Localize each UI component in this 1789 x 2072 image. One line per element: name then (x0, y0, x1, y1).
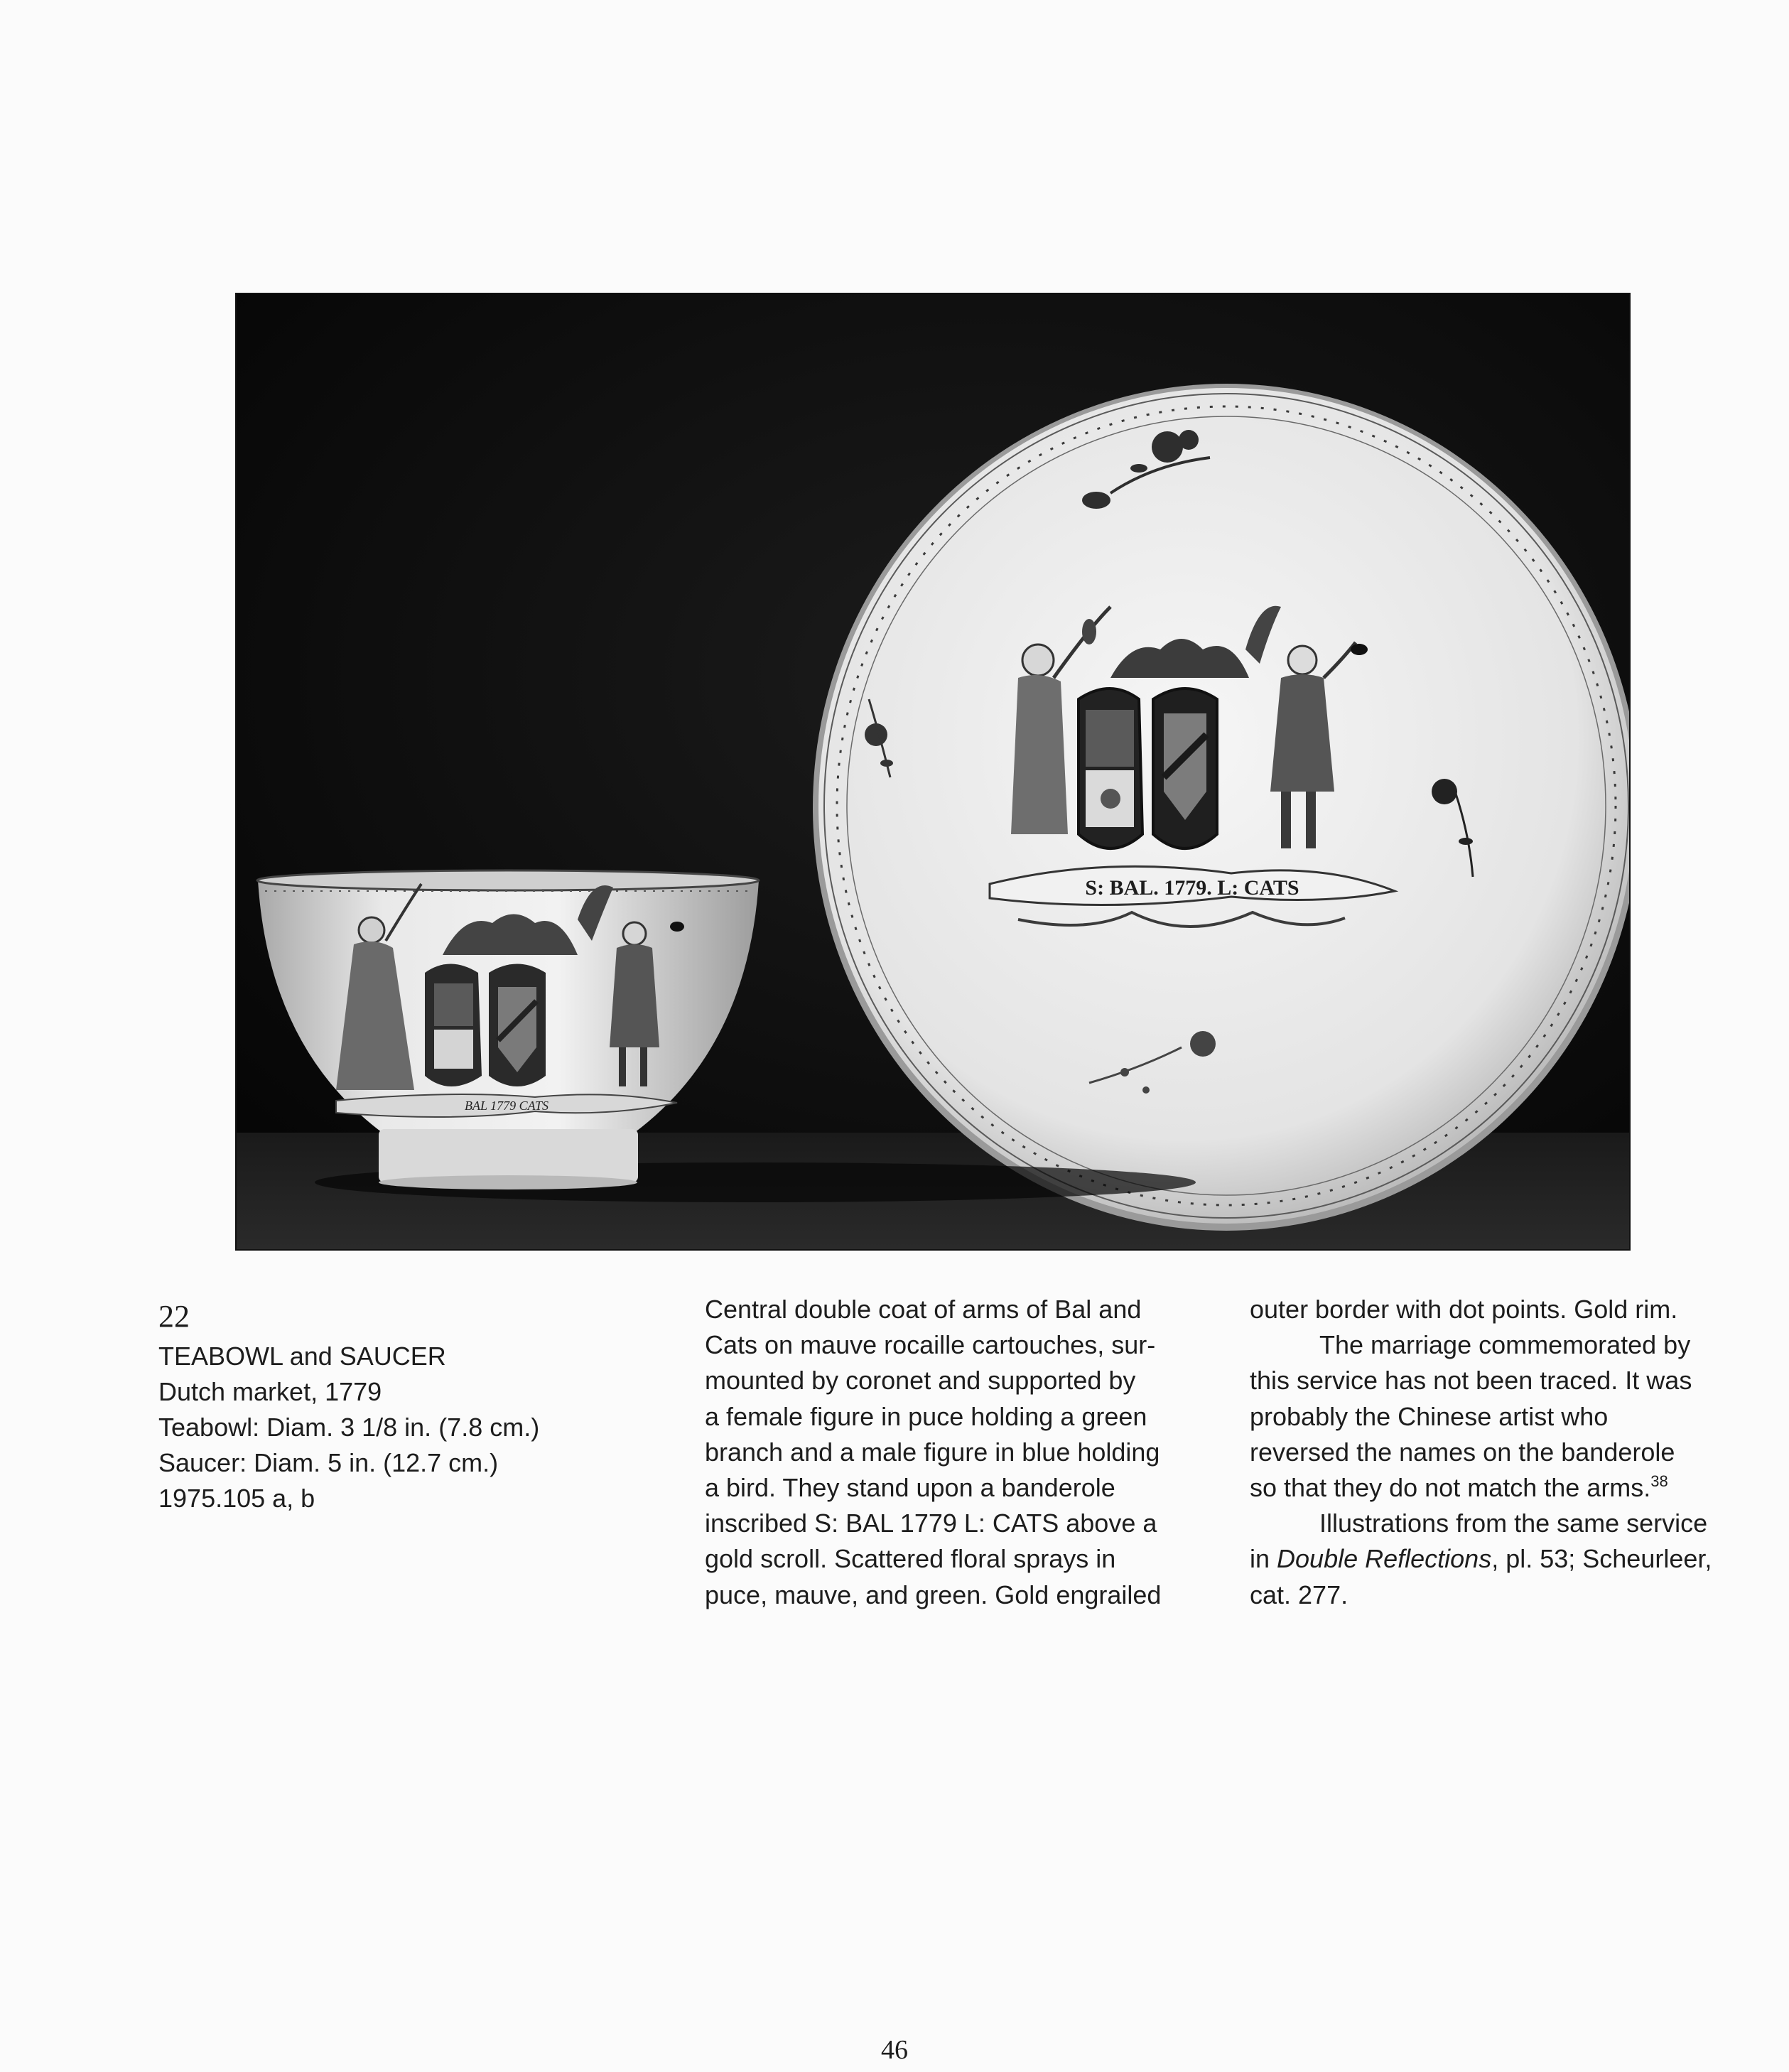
description-line: branch and a male figure in blue holding (705, 1437, 1160, 1467)
description-column-1 (705, 1292, 1188, 1613)
object-market-date: Dutch market, 1779 (158, 1377, 382, 1406)
description-line: The marriage commemorated by (1319, 1330, 1691, 1360)
saucer-dimensions: Saucer: Diam. 5 in. (12.7 cm.) (158, 1448, 499, 1477)
description-column-2 (1250, 1292, 1747, 1613)
description-line: Cats on mauve rocaille cartouches, sur- (705, 1330, 1156, 1360)
description-text: so that they do not match the arms. (1250, 1473, 1651, 1503)
description-line: puce, mauve, and green. Gold engrailed (705, 1580, 1162, 1609)
description-line: mounted by coronet and supported by (705, 1366, 1136, 1396)
page-number: 46 (881, 2035, 908, 2065)
description-line: a female figure in puce holding a green (705, 1401, 1147, 1431)
accession-number: 1975.105 a, b (158, 1484, 315, 1513)
description-line (1250, 1541, 1747, 1577)
description-line: Central double coat of arms of Bal and (705, 1295, 1142, 1324)
footnote-marker: 38 (1650, 1472, 1668, 1491)
description-text: , pl. 53; Scheurleer, (1491, 1544, 1712, 1574)
description-line: this service has not been traced. It was (1250, 1366, 1692, 1396)
description-line: a bird. They stand upon a banderole (705, 1473, 1115, 1503)
catalogue-number: 22 (158, 1299, 190, 1334)
description-line: outer border with dot points. Gold rim. (1250, 1295, 1678, 1324)
description-line: gold scroll. Scattered floral sprays in (705, 1544, 1116, 1574)
reference-title: Double Reflections (1277, 1544, 1492, 1574)
porcelain-illustration (237, 294, 1629, 1249)
teabowl-dimensions: Teabowl: Diam. 3 1/8 in. (7.8 cm.) (158, 1413, 540, 1442)
saucer (813, 384, 1629, 1231)
saucer-inscription: S: BAL. 1779. L: CATS (1085, 876, 1299, 900)
description-line (1250, 1470, 1747, 1506)
description-line: Illustrations from the same service (1319, 1509, 1708, 1538)
teabowl-saucer-photo (235, 293, 1631, 1251)
object-title: TEABOWL and SAUCER (158, 1342, 446, 1371)
catalogue-caption (158, 1296, 599, 1516)
description-line: cat. 277. (1250, 1580, 1348, 1609)
description-text: in (1250, 1544, 1277, 1574)
description-line: reversed the names on the banderole (1250, 1437, 1675, 1467)
description-line: inscribed S: BAL 1779 L: CATS above a (705, 1509, 1157, 1538)
description-line: probably the Chinese artist who (1250, 1401, 1609, 1431)
bowl-inscription: BAL 1779 CATS (464, 1099, 549, 1113)
